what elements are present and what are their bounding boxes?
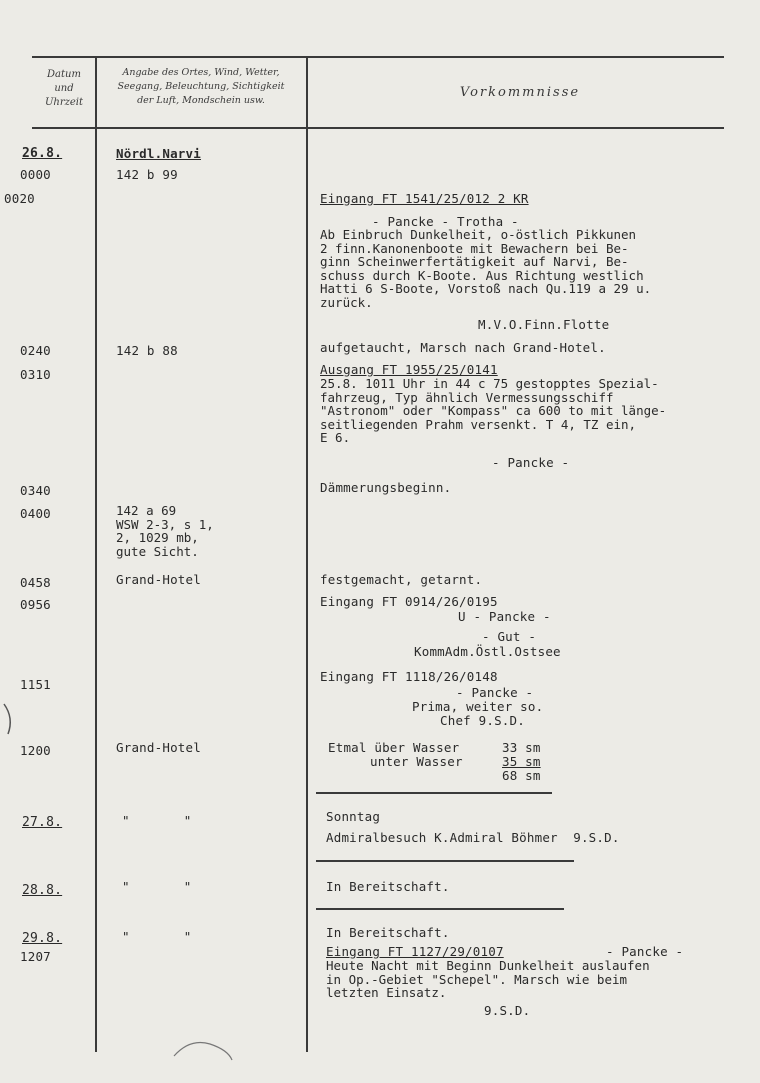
time-1151: 1151	[20, 677, 51, 692]
header-rule	[32, 127, 724, 129]
header-events: Vorkommnisse	[459, 85, 581, 100]
header-date-time: Datum und Uhrzeit	[44, 69, 84, 108]
radio-message-3-line-b: - Gut -	[482, 629, 537, 644]
ditto-28-8: " "	[122, 879, 192, 894]
radio-message-3-signature: KommAdm.Östl.Ostsee	[414, 644, 561, 659]
time-0956: 0956	[20, 597, 51, 612]
etmal-label-below: unter Wasser	[370, 754, 463, 769]
time-0458: 0458	[20, 575, 51, 590]
radio-message-2-heading: Ausgang FT 1955/25/0141	[320, 362, 498, 377]
day-separator-1	[316, 792, 552, 794]
date-29-8: 29.8.	[22, 931, 63, 946]
radio-message-5-sender: - Pancke -	[606, 944, 684, 959]
column-divider-1	[95, 57, 97, 1052]
etmal-total: 68 sm	[502, 768, 541, 783]
radio-message-4-line-b: Prima, weiter so.	[412, 699, 544, 714]
radio-message-4-line-a: - Pancke -	[456, 685, 534, 700]
radio-message-2-signature: - Pancke -	[492, 455, 570, 470]
time-0310: 0310	[20, 367, 51, 382]
radio-message-3-line-a: U - Pancke -	[458, 609, 551, 624]
radio-message-4-signature: Chef 9.S.D.	[440, 713, 525, 728]
event-29-8: In Bereitschaft.	[326, 925, 450, 940]
column-divider-2	[306, 57, 308, 1052]
day-separator-3	[316, 908, 564, 910]
pen-mark-decoration	[0, 700, 20, 740]
event-0240: aufgetaucht, Marsch nach Grand-Hotel.	[320, 340, 606, 355]
time-0000: 0000	[20, 167, 51, 182]
time-1200: 1200	[20, 743, 51, 758]
radio-message-1-body: Ab Einbruch Dunkelheit, o-östlich Pikkunen 2 finn.Kanonenboote mit Bewachern bei Be- ginn Scheinwerfertätigkeit auf Narvi, Be- schuss durch K-Boote. Aus Richtung westlich Hatti 6 S-Boote, Vorstoß nach Qu.119 a 29 u. zurück.	[320, 227, 652, 310]
weather-0400: 142 a 69 WSW 2-3, s 1, 2, 1029 mb, gute Sicht.	[116, 503, 214, 559]
radio-message-5-signature: 9.S.D.	[484, 1003, 531, 1018]
radio-message-1-heading: Eingang FT 1541/25/012 2 KR	[320, 191, 529, 206]
etmal-label-above: Etmal über Wasser	[328, 740, 460, 755]
ditto-29-8: " "	[122, 929, 192, 944]
position-0000: 142 b 99	[116, 167, 178, 182]
radio-message-1-signature: M.V.O.Finn.Flotte	[478, 317, 610, 332]
event-28-8: In Bereitschaft.	[326, 879, 450, 894]
location-0458: Grand-Hotel	[116, 572, 201, 587]
date-26-8: 26.8.	[22, 146, 63, 161]
date-27-8: 27.8.	[22, 815, 63, 830]
header-location-weather: Angabe des Ortes, Wind, Wetter, Seegang, Beleuchtung, Sichtigkeit der Luft, Mondschein usw.	[117, 67, 285, 106]
time-0020: 0020	[4, 191, 35, 206]
day-separator-2	[316, 860, 574, 862]
location-1200: Grand-Hotel	[116, 740, 201, 755]
etmal-value-above: 33 sm	[502, 740, 541, 755]
radio-message-5-body: Heute Nacht mit Beginn Dunkelheit auslaufen in Op.-Gebiet "Schepel". Marsch wie beim letzten Einsatz.	[326, 958, 650, 1000]
radio-message-2-body: 25.8. 1011 Uhr in 44 c 75 gestopptes Spezial- fahrzeug, Typ ähnlich Vermessungsschiff "Astronom" oder "Kompass" ca 600 to mit länge- seitliegenden Prahm versenkt. T 4, TZ ein, E 6.	[320, 376, 667, 445]
event-27-8-sunday: Sonntag	[326, 809, 381, 824]
ditto-27-8: " "	[122, 813, 192, 828]
event-0340: Dämmerungsbeginn.	[320, 480, 452, 495]
location-nordl-narvi: Nördl.Narvi	[116, 146, 201, 161]
event-0458: festgemacht, getarnt.	[320, 572, 483, 587]
top-rule	[32, 56, 724, 58]
date-28-8: 28.8.	[22, 883, 63, 898]
time-0400: 0400	[20, 506, 51, 521]
radio-message-4-heading: Eingang FT 1118/26/0148	[320, 669, 498, 684]
etmal-value-below: 35 sm	[502, 754, 541, 769]
radio-message-5-heading: Eingang FT 1127/29/0107	[326, 944, 504, 959]
position-0240: 142 b 88	[116, 343, 178, 358]
time-0340: 0340	[20, 483, 51, 498]
time-1207: 1207	[20, 949, 51, 964]
pen-scribble-decoration	[170, 1034, 240, 1064]
radio-message-3-heading: Eingang FT 0914/26/0195	[320, 594, 498, 609]
radio-message-1-sender: - Pancke - Trotha -	[372, 214, 519, 229]
event-27-8-admiral-visit: Admiralbesuch K.Admiral Böhmer 9.S.D.	[326, 830, 620, 845]
time-0240: 0240	[20, 343, 51, 358]
